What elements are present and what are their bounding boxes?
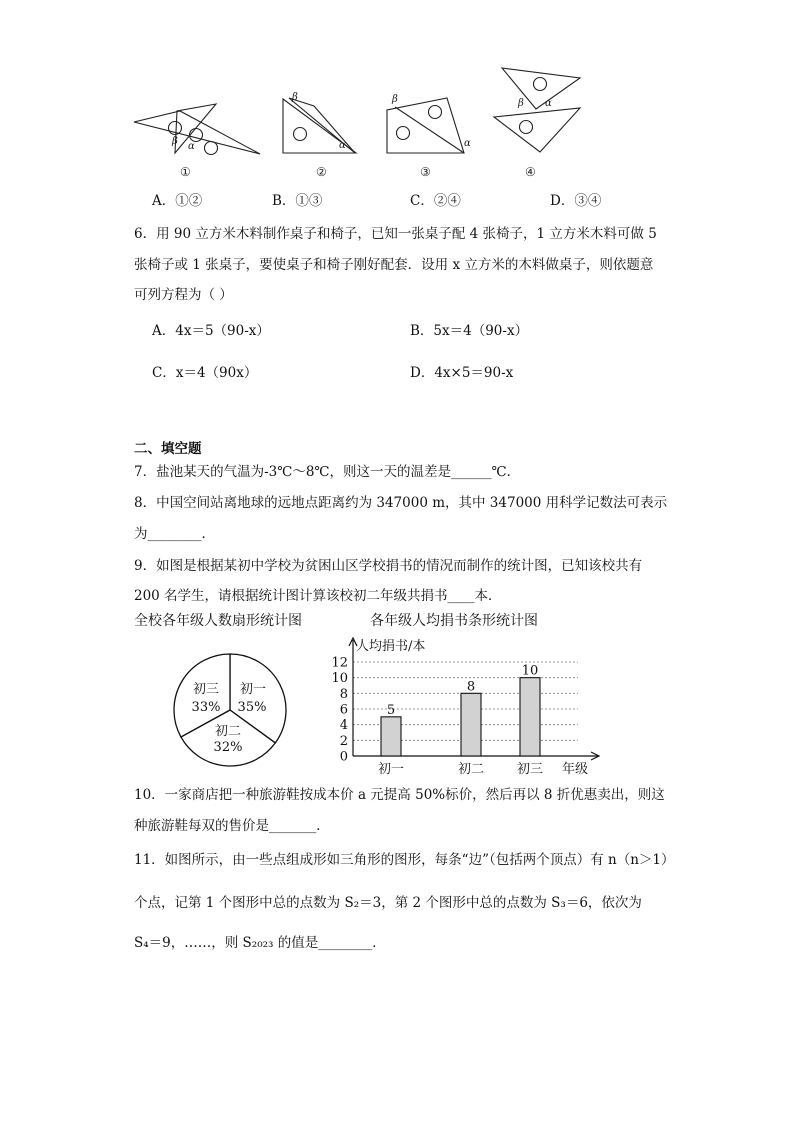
- angle-beta-3: β: [392, 94, 398, 105]
- figure-label-1: ①: [180, 165, 191, 179]
- angle-alpha-1: α: [188, 141, 195, 152]
- q9-line-1: 9．如图是根据某初中学校为贫困山区学校捐书的情况而制作的统计图，已知该校共有: [134, 558, 643, 574]
- pie-value-grade2: 32%: [213, 740, 243, 755]
- y-tick-label: 4: [339, 718, 348, 734]
- pie-value-grade3: 33%: [191, 700, 221, 715]
- q11-line-3: S₄＝9，……，则 S₂₀₂₃ 的值是________．: [134, 935, 386, 951]
- ruler-hole-3b: [429, 106, 442, 119]
- q10-line-1: 10．一家商店把一种旅游鞋按成本价 a 元提高 50%标价，然后再以 8 折优惠卖出，则这: [134, 787, 665, 803]
- section-2-heading: 二、填空题: [134, 441, 202, 457]
- q5-option-c-value: ②④: [433, 193, 461, 209]
- q6-option-b-value: 5x＝4（90-x）: [433, 323, 529, 339]
- y-tick-label: 6: [339, 702, 348, 718]
- bar-chart-title: 各年级人均捐书条形统计图: [370, 613, 538, 629]
- pie-label-grade3: 初三: [192, 682, 220, 697]
- y-tick-label: 2: [339, 733, 348, 749]
- ruler-3-diagonal: [395, 107, 464, 153]
- q8-line-2: 为________．: [134, 526, 215, 542]
- y-tick-label: 0: [339, 749, 348, 765]
- ruler-hole-4a: [534, 78, 547, 91]
- q6-line-1: 6．用 90 立方米木料制作桌子和椅子，已知一张桌子配 4 张椅子，1 立方米木料可做 5: [134, 226, 657, 242]
- q5-option-b-value: ①③: [295, 193, 323, 209]
- q11-line-2: 个点，记第 1 个图形中总的点数为 S₂＝3，第 2 个图形中总的点数为 S₃＝6，依次为: [134, 895, 642, 911]
- angle-alpha-4: α: [545, 98, 552, 109]
- ruler-hole-4b: [520, 121, 533, 134]
- x-category-label: 初三: [516, 762, 544, 777]
- q6-option-c-value: x＝4（90x）: [175, 365, 258, 381]
- ruler-4b: [494, 108, 580, 152]
- pie-chart-title: 全校各年级人数扇形统计图: [134, 613, 302, 629]
- pie-value-grade1: 35%: [237, 700, 267, 715]
- y-tick-label: 8: [339, 686, 348, 702]
- y-tick-label: 12: [331, 655, 348, 671]
- figure-label-3: ③: [420, 165, 431, 179]
- angle-alpha-2: α: [339, 140, 346, 151]
- q5-option-d-value: ③④: [574, 193, 602, 209]
- q6-option-b: [410, 322, 528, 340]
- q6-option-a: [152, 322, 270, 340]
- x-category-label: 初二: [457, 762, 485, 777]
- q6-option-b-letter: B．: [410, 323, 434, 339]
- q10-line-2: 种旅游鞋每双的售价是_______．: [134, 818, 330, 834]
- ruler-hole-3a: [397, 127, 410, 140]
- bar-1: [381, 717, 401, 756]
- angle-beta-1: β: [172, 136, 178, 147]
- q5-option-a: [152, 192, 202, 210]
- angle-alpha-3: α: [464, 138, 471, 149]
- bar-2: [461, 693, 481, 756]
- q7-text: 7．盐池某天的气温为-3℃～8℃，则这一天的温差是______℃．: [134, 464, 521, 480]
- q8-line-1: 8．中国空间站离地球的远地点距离约为 347000 m，其中 347000 用科学记数法可表示: [134, 495, 668, 511]
- triangle-rulers-figure: [120, 62, 600, 182]
- q6-line-3: 可列方程为（ ）: [134, 287, 233, 303]
- q6-option-a-value: 4x＝5（90-x）: [175, 323, 270, 339]
- q6-option-d-value: 4x×5＝90-x: [434, 365, 514, 381]
- q6-option-c: [152, 364, 257, 382]
- ruler-4a: [502, 68, 580, 109]
- bar-3: [520, 678, 540, 756]
- q6-option-d: [410, 364, 513, 382]
- q5-option-b-letter: B．: [272, 193, 296, 209]
- ruler-hole-2: [294, 128, 307, 141]
- q9-line-2: 200 名学生，请根据统计图计算该校初二年级共捐书____本．: [134, 588, 502, 604]
- x-axis-label: 年级: [562, 762, 589, 777]
- q6-option-a-letter: A．: [152, 323, 176, 339]
- angle-beta-4: β: [518, 98, 524, 109]
- bar-value-label: 5: [386, 702, 396, 718]
- q6-option-c-letter: C．: [152, 365, 176, 381]
- q5-option-a-value: ①②: [175, 193, 203, 209]
- y-axis-label: 人均捐书/本: [356, 639, 426, 654]
- pie-chart: [160, 640, 300, 780]
- q5-option-b: [272, 192, 322, 210]
- q5-option-c: [410, 192, 461, 210]
- q6-option-d-letter: D．: [410, 365, 435, 381]
- y-tick-label: 10: [331, 671, 348, 687]
- ruler-1a: [134, 111, 260, 154]
- q6-line-2: 张椅子或 1 张桌子，要使桌子和椅子刚好配套．设用 x 立方米的木料做桌子，则依题意: [134, 257, 654, 273]
- q5-option-d-letter: D．: [550, 193, 575, 209]
- pie-label-grade1: 初一: [239, 682, 267, 697]
- ruler-hole-1c: [205, 142, 218, 155]
- figure-label-4: ④: [525, 165, 536, 179]
- q11-line-1: 11．如图所示，由一些点组成形如三角形的图形，每条“边”（包括两个顶点）有 n（n＞1）: [134, 852, 675, 868]
- q5-option-d: [550, 192, 601, 210]
- bar-value-label: 8: [466, 679, 476, 695]
- q5-option-c-letter: C．: [410, 193, 434, 209]
- x-category-label: 初一: [377, 762, 405, 777]
- ruler-hole-1b: [190, 129, 203, 142]
- pie-label-grade2: 初二: [214, 724, 242, 739]
- angle-beta-2: β: [292, 92, 298, 103]
- bar-value-label: 10: [521, 663, 539, 679]
- bar-chart: [320, 632, 620, 782]
- figure-label-2: ②: [316, 165, 327, 179]
- q5-option-a-letter: A．: [152, 193, 176, 209]
